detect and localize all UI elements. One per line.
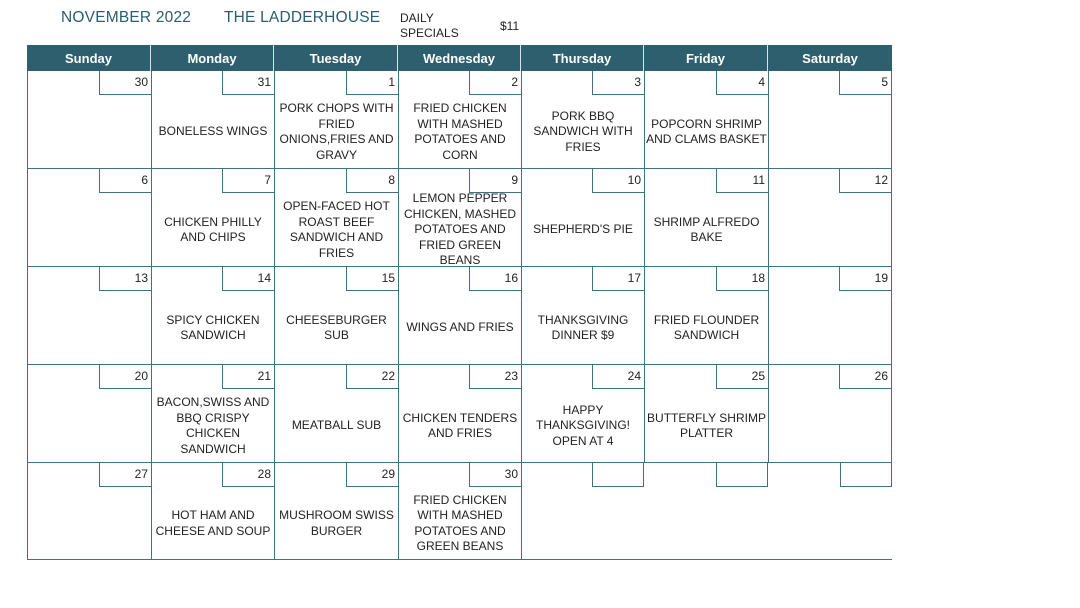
day-cell <box>398 169 521 267</box>
daily-special-text: BONELESS WINGS <box>158 124 268 139</box>
day-cell <box>398 365 521 463</box>
day-number <box>840 463 892 487</box>
day-cell <box>521 365 644 463</box>
day-cell <box>151 463 274 560</box>
weekday-sunday: Sunday <box>27 45 151 71</box>
weekday-friday: Friday <box>644 45 768 71</box>
daily-special-text: POPCORN SHRIMP AND CLAMS BASKET <box>646 116 767 146</box>
day-cell <box>27 169 151 267</box>
weekday-monday: Monday <box>151 45 274 71</box>
day-number: 9 <box>469 169 521 193</box>
day-number <box>716 463 768 487</box>
weekday-saturday: Saturday <box>802 50 858 66</box>
day-number: 22 <box>346 365 398 389</box>
day-number: 14 <box>222 267 274 291</box>
day-cell <box>768 169 892 267</box>
day-cell <box>644 169 768 267</box>
daily-special-text: BACON,SWISS AND BBQ CRISPY CHICKEN SANDWICH <box>156 395 270 456</box>
daily-special-text: FRIED CHICKEN WITH MASHED POTATOES AND CORN <box>413 101 507 162</box>
day-number: 16 <box>469 267 521 291</box>
day-cell <box>644 267 768 365</box>
daily-special-text <box>768 488 892 559</box>
day-cell <box>151 267 274 365</box>
specials-price: $11 <box>500 19 520 33</box>
daily-special-text: PORK BBQ SANDWICH WITH FRIES <box>533 108 633 154</box>
day-cell <box>27 267 151 365</box>
daily-special-text: OPEN-FACED HOT ROAST BEEF SANDWICH AND FRIES <box>283 199 390 260</box>
daily-special-text <box>28 292 151 364</box>
day-number: 6 <box>99 169 151 193</box>
day-cell <box>151 71 274 169</box>
day-cell <box>398 463 521 560</box>
daily-special-text: CHICKEN PHILLY AND CHIPS <box>164 214 262 244</box>
day-cell <box>521 169 644 267</box>
day-number: 5 <box>839 71 891 95</box>
day-number: 24 <box>592 365 644 389</box>
weekday-wednesday: Wednesday <box>398 45 521 71</box>
daily-special-text <box>28 390 151 462</box>
day-number: 17 <box>592 267 644 291</box>
daily-special-text: WINGS AND FRIES <box>406 320 514 335</box>
day-number: 21 <box>222 365 274 389</box>
calendar-week-row <box>27 463 892 560</box>
day-number: 8 <box>346 169 398 193</box>
calendar-weeks <box>27 71 892 560</box>
daily-special-text <box>769 390 891 462</box>
daily-special-text: CHICKEN TENDERS AND FRIES <box>402 410 518 440</box>
weekday-thursday: Thursday <box>521 45 644 71</box>
day-number: 7 <box>222 169 274 193</box>
daily-special-text <box>644 488 768 559</box>
day-cell <box>398 71 521 169</box>
day-number: 23 <box>469 365 521 389</box>
day-number: 30 <box>469 463 521 487</box>
day-number <box>592 463 644 487</box>
day-cell <box>274 71 398 169</box>
day-cell <box>521 267 644 365</box>
day-cell <box>274 169 398 267</box>
day-number: 13 <box>99 267 151 291</box>
calendar-month-title: NOVEMBER 2022 <box>61 9 192 26</box>
day-cell <box>27 365 151 463</box>
daily-special-text: LEMON PEPPER CHICKEN, MASHED POTATOES AND FRIED GREEN BEANS <box>403 191 516 268</box>
day-cell <box>274 365 398 463</box>
day-number: 1 <box>346 71 398 95</box>
day-cell <box>768 267 892 365</box>
daily-specials-label: DAILY SPECIALS <box>400 11 459 40</box>
day-number: 4 <box>716 71 768 95</box>
day-cell <box>274 267 398 365</box>
daily-special-text: SPICY CHICKEN SANDWICH <box>166 312 260 342</box>
day-number: 3 <box>592 71 644 95</box>
day-number: 28 <box>222 463 274 487</box>
day-cell <box>151 169 274 267</box>
day-number: 15 <box>346 267 398 291</box>
day-cell <box>521 71 644 169</box>
daily-special-text: THANKSGIVING DINNER $9 <box>537 312 629 342</box>
calendar-week-row <box>27 169 892 267</box>
daily-special-text: HOT HAM AND CHEESE AND SOUP <box>155 508 271 538</box>
calendar-week-row <box>27 365 892 463</box>
daily-special-text: HAPPY THANKSGIVING! OPEN AT 4 <box>535 402 630 448</box>
daily-special-text: MEATBALL SUB <box>291 418 382 433</box>
calendar-week-row <box>27 71 892 169</box>
day-cell <box>768 463 892 560</box>
daily-special-text: FRIED CHICKEN WITH MASHED POTATOES AND GREEN BEANS <box>413 492 507 553</box>
day-cell <box>27 71 151 169</box>
day-cell <box>151 365 274 463</box>
weekday-header-row <box>27 45 892 71</box>
calendar-grid <box>27 45 892 560</box>
daily-special-text: CHEESEBURGER SUB <box>286 312 387 342</box>
daily-special-text <box>28 194 151 266</box>
day-number: 12 <box>839 169 891 193</box>
daily-special-text <box>28 488 151 559</box>
day-cell <box>768 365 892 463</box>
daily-special-text: SHRIMP ALFREDO BAKE <box>653 214 760 244</box>
daily-special-text <box>522 488 644 559</box>
day-number: 2 <box>469 71 521 95</box>
day-cell <box>274 463 398 560</box>
day-number: 11 <box>716 169 768 193</box>
daily-special-text: SHEPHERD'S PIE <box>533 222 633 237</box>
day-cell <box>768 71 892 169</box>
day-number: 10 <box>592 169 644 193</box>
day-cell <box>27 463 151 560</box>
daily-special-text: BUTTERFLY SHRIMP PLATTER <box>647 410 766 440</box>
day-number: 27 <box>99 463 151 487</box>
daily-special-text <box>28 96 151 168</box>
weekday-tuesday: Tuesday <box>274 45 398 71</box>
calendar-week-row <box>27 267 892 365</box>
daily-special-text <box>769 292 891 364</box>
day-number: 20 <box>99 365 151 389</box>
day-cell <box>644 365 768 463</box>
day-number: 19 <box>839 267 891 291</box>
venue-name: THE LADDERHOUSE <box>224 9 381 26</box>
day-number: 29 <box>346 463 398 487</box>
daily-special-text <box>769 194 891 266</box>
day-cell <box>521 463 644 560</box>
day-number: 25 <box>716 365 768 389</box>
day-cell <box>644 71 768 169</box>
day-cell <box>398 267 521 365</box>
day-number: 30 <box>99 71 151 95</box>
daily-special-text: FRIED FLOUNDER SANDWICH <box>653 312 760 342</box>
day-number: 26 <box>839 365 891 389</box>
daily-special-text: PORK CHOPS WITH FRIED ONIONS,FRIES AND GRAVY <box>279 101 394 162</box>
daily-special-text <box>769 96 891 168</box>
day-number: 18 <box>716 267 768 291</box>
day-number: 31 <box>222 71 274 95</box>
daily-special-text: MUSHROOM SWISS BURGER <box>279 508 394 538</box>
day-cell <box>644 463 768 560</box>
